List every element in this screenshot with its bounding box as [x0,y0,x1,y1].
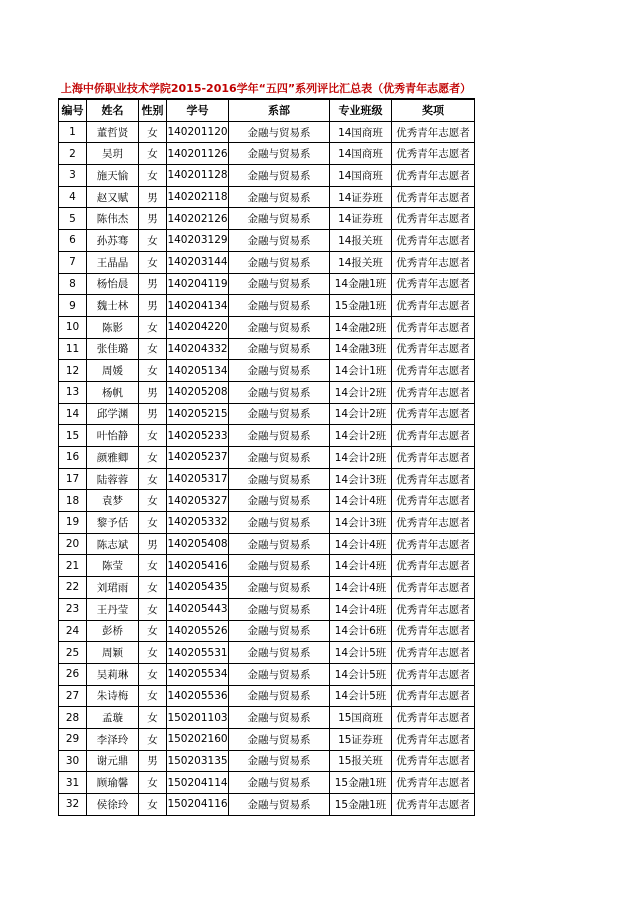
table-row [59,425,475,447]
cell-award: 优秀青年志愿者 [392,403,475,425]
table-row [59,121,475,143]
cell-gender: 女 [139,642,167,664]
table-row [59,447,475,469]
cell-gender: 女 [139,555,167,577]
cell-number: 26 [59,663,87,685]
cell-student-id: 140204119 [167,273,229,295]
cell-number: 10 [59,316,87,338]
cell-department: 金融与贸易系 [229,251,330,273]
cell-award: 优秀青年志愿者 [392,143,475,165]
table-row [59,251,475,273]
cell-student-id: 140201128 [167,165,229,187]
cell-award: 优秀青年志愿者 [392,338,475,360]
cell-gender: 女 [139,707,167,729]
cell-department: 金融与贸易系 [229,490,330,512]
cell-student-id: 140205526 [167,620,229,642]
cell-gender: 女 [139,685,167,707]
cell-gender: 女 [139,121,167,143]
cell-number: 24 [59,620,87,642]
cell-award: 优秀青年志愿者 [392,295,475,317]
cell-class: 14金融1班 [330,273,392,295]
cell-name: 王丹莹 [87,598,139,620]
header-award: 奖项 [392,99,475,121]
cell-award: 优秀青年志愿者 [392,750,475,772]
cell-department: 金融与贸易系 [229,316,330,338]
cell-name: 邱学渊 [87,403,139,425]
cell-gender: 女 [139,577,167,599]
table-row [59,316,475,338]
cell-gender: 女 [139,620,167,642]
cell-gender: 女 [139,598,167,620]
cell-gender: 女 [139,663,167,685]
table-row [59,772,475,794]
cell-award: 优秀青年志愿者 [392,707,475,729]
cell-class: 15金融1班 [330,295,392,317]
cell-name: 王晶晶 [87,251,139,273]
cell-number: 15 [59,425,87,447]
cell-class: 14会计4班 [330,490,392,512]
table-row [59,208,475,230]
cell-award: 优秀青年志愿者 [392,772,475,794]
cell-class: 15金融1班 [330,794,392,816]
cell-number: 29 [59,728,87,750]
cell-student-id: 140205416 [167,555,229,577]
cell-department: 金融与贸易系 [229,208,330,230]
cell-name: 袁梦 [87,490,139,512]
cell-name: 孟璇 [87,707,139,729]
cell-gender: 女 [139,165,167,187]
cell-department: 金融与贸易系 [229,555,330,577]
table-row [59,230,475,252]
header-number: 编号 [59,99,87,121]
cell-number: 28 [59,707,87,729]
cell-department: 金融与贸易系 [229,794,330,816]
cell-department: 金融与贸易系 [229,273,330,295]
cell-gender: 女 [139,360,167,382]
cell-department: 金融与贸易系 [229,707,330,729]
cell-student-id: 150201103 [167,707,229,729]
cell-department: 金融与贸易系 [229,663,330,685]
cell-class: 15金融1班 [330,772,392,794]
cell-student-id: 140205531 [167,642,229,664]
cell-award: 优秀青年志愿者 [392,533,475,555]
cell-class: 14会计5班 [330,663,392,685]
cell-gender: 女 [139,490,167,512]
table-row [59,533,475,555]
cell-award: 优秀青年志愿者 [392,230,475,252]
cell-number: 30 [59,750,87,772]
cell-student-id: 140205317 [167,468,229,490]
cell-department: 金融与贸易系 [229,598,330,620]
header-row [59,99,475,121]
cell-number: 7 [59,251,87,273]
cell-award: 优秀青年志愿者 [392,663,475,685]
cell-department: 金融与贸易系 [229,447,330,469]
cell-number: 6 [59,230,87,252]
cell-gender: 女 [139,251,167,273]
cell-name: 陈影 [87,316,139,338]
table-row [59,143,475,165]
cell-student-id: 140201126 [167,143,229,165]
cell-award: 优秀青年志愿者 [392,273,475,295]
cell-gender: 女 [139,794,167,816]
cell-department: 金融与贸易系 [229,468,330,490]
table-row [59,577,475,599]
cell-student-id: 140204134 [167,295,229,317]
cell-name: 赵又赋 [87,186,139,208]
cell-name: 陈伟杰 [87,208,139,230]
cell-student-id: 140205408 [167,533,229,555]
cell-student-id: 150203135 [167,750,229,772]
cell-gender: 男 [139,295,167,317]
cell-award: 优秀青年志愿者 [392,425,475,447]
cell-student-id: 140203129 [167,230,229,252]
header-class: 专业班级 [330,99,392,121]
cell-name: 叶怡静 [87,425,139,447]
cell-number: 21 [59,555,87,577]
cell-class: 14会计4班 [330,533,392,555]
cell-number: 31 [59,772,87,794]
cell-student-id: 140205534 [167,663,229,685]
table-row [59,728,475,750]
cell-student-id: 140202118 [167,186,229,208]
cell-class: 14会计2班 [330,403,392,425]
cell-award: 优秀青年志愿者 [392,642,475,664]
cell-name: 陆蓉蓉 [87,468,139,490]
cell-student-id: 140205332 [167,512,229,534]
cell-number: 5 [59,208,87,230]
cell-award: 优秀青年志愿者 [392,208,475,230]
table-row [59,512,475,534]
cell-class: 14会计5班 [330,685,392,707]
table-row [59,273,475,295]
table-row [59,598,475,620]
cell-award: 优秀青年志愿者 [392,685,475,707]
cell-number: 18 [59,490,87,512]
cell-student-id: 140205215 [167,403,229,425]
cell-award: 优秀青年志愿者 [392,620,475,642]
cell-gender: 男 [139,750,167,772]
cell-gender: 女 [139,230,167,252]
cell-name: 张佳璐 [87,338,139,360]
cell-gender: 女 [139,512,167,534]
cell-student-id: 140205134 [167,360,229,382]
volunteer-table [58,98,475,816]
cell-name: 彭桥 [87,620,139,642]
table-row [59,360,475,382]
cell-number: 32 [59,794,87,816]
header-gender: 性别 [139,99,167,121]
cell-class: 15国商班 [330,707,392,729]
table-row [59,685,475,707]
cell-department: 金融与贸易系 [229,143,330,165]
cell-class: 14会计3班 [330,512,392,534]
cell-student-id: 140204220 [167,316,229,338]
cell-name: 颜雅卿 [87,447,139,469]
cell-student-id: 140205327 [167,490,229,512]
cell-class: 14会计5班 [330,642,392,664]
cell-department: 金融与贸易系 [229,425,330,447]
table-row [59,663,475,685]
cell-name: 魏士林 [87,295,139,317]
cell-award: 优秀青年志愿者 [392,360,475,382]
cell-class: 14金融2班 [330,316,392,338]
cell-name: 施天愉 [87,165,139,187]
table-row [59,468,475,490]
cell-name: 陈莹 [87,555,139,577]
cell-name: 杨怡晨 [87,273,139,295]
cell-award: 优秀青年志愿者 [392,121,475,143]
cell-name: 陈志斌 [87,533,139,555]
cell-department: 金融与贸易系 [229,728,330,750]
cell-gender: 女 [139,728,167,750]
table-row [59,620,475,642]
cell-department: 金融与贸易系 [229,295,330,317]
cell-class: 14国商班 [330,143,392,165]
cell-number: 23 [59,598,87,620]
cell-award: 优秀青年志愿者 [392,468,475,490]
cell-name: 黎予佸 [87,512,139,534]
cell-award: 优秀青年志愿者 [392,728,475,750]
cell-student-id: 140205443 [167,598,229,620]
cell-class: 15报关班 [330,750,392,772]
cell-number: 14 [59,403,87,425]
sheet-title: 上海中侨职业技术学院2015-2016学年“五四”系列评比汇总表（优秀青年志愿者） [60,82,472,95]
table-row [59,555,475,577]
cell-gender: 女 [139,143,167,165]
cell-student-id: 140205536 [167,685,229,707]
cell-award: 优秀青年志愿者 [392,251,475,273]
cell-gender: 女 [139,316,167,338]
cell-gender: 女 [139,468,167,490]
cell-student-id: 140205208 [167,381,229,403]
header-department: 系部 [229,99,330,121]
cell-name: 侯徐玲 [87,794,139,816]
cell-number: 27 [59,685,87,707]
cell-number: 1 [59,121,87,143]
cell-award: 优秀青年志愿者 [392,555,475,577]
cell-name: 刘珺雨 [87,577,139,599]
cell-gender: 男 [139,208,167,230]
cell-number: 4 [59,186,87,208]
cell-department: 金融与贸易系 [229,403,330,425]
cell-name: 谢元鼎 [87,750,139,772]
cell-student-id: 150202160 [167,728,229,750]
cell-name: 顾瑜馨 [87,772,139,794]
cell-student-id: 140205237 [167,447,229,469]
cell-gender: 女 [139,338,167,360]
cell-class: 14证券班 [330,186,392,208]
table-row [59,642,475,664]
cell-department: 金融与贸易系 [229,121,330,143]
cell-number: 16 [59,447,87,469]
cell-student-id: 140201120 [167,121,229,143]
cell-class: 14会计3班 [330,468,392,490]
table-row [59,186,475,208]
cell-number: 20 [59,533,87,555]
cell-student-id: 140203144 [167,251,229,273]
cell-number: 25 [59,642,87,664]
cell-number: 17 [59,468,87,490]
cell-student-id: 150204114 [167,772,229,794]
cell-number: 3 [59,165,87,187]
cell-name: 周媛 [87,360,139,382]
table-row [59,490,475,512]
cell-name: 吴莉琳 [87,663,139,685]
cell-award: 优秀青年志愿者 [392,316,475,338]
cell-class: 14国商班 [330,165,392,187]
cell-name: 朱诗梅 [87,685,139,707]
cell-class: 14报关班 [330,230,392,252]
cell-department: 金融与贸易系 [229,512,330,534]
table-row [59,338,475,360]
cell-department: 金融与贸易系 [229,620,330,642]
cell-gender: 男 [139,186,167,208]
cell-gender: 女 [139,425,167,447]
cell-class: 14会计1班 [330,360,392,382]
cell-award: 优秀青年志愿者 [392,512,475,534]
table-row [59,794,475,816]
cell-gender: 女 [139,772,167,794]
cell-number: 11 [59,338,87,360]
cell-award: 优秀青年志愿者 [392,794,475,816]
cell-gender: 男 [139,381,167,403]
cell-gender: 男 [139,273,167,295]
cell-department: 金融与贸易系 [229,381,330,403]
cell-award: 优秀青年志愿者 [392,447,475,469]
cell-class: 14会计2班 [330,425,392,447]
cell-department: 金融与贸易系 [229,685,330,707]
cell-department: 金融与贸易系 [229,186,330,208]
cell-department: 金融与贸易系 [229,165,330,187]
cell-student-id: 140202126 [167,208,229,230]
cell-student-id: 140205233 [167,425,229,447]
table-row [59,165,475,187]
cell-class: 14会计4班 [330,598,392,620]
cell-class: 14会计2班 [330,447,392,469]
header-name: 姓名 [87,99,139,121]
cell-department: 金融与贸易系 [229,642,330,664]
cell-award: 优秀青年志愿者 [392,598,475,620]
cell-class: 15证券班 [330,728,392,750]
cell-department: 金融与贸易系 [229,577,330,599]
cell-name: 董哲贤 [87,121,139,143]
header-student-id: 学号 [167,99,229,121]
cell-award: 优秀青年志愿者 [392,381,475,403]
cell-class: 14金融3班 [330,338,392,360]
cell-number: 19 [59,512,87,534]
cell-name: 周颖 [87,642,139,664]
cell-class: 14会计6班 [330,620,392,642]
cell-award: 优秀青年志愿者 [392,186,475,208]
cell-student-id: 140204332 [167,338,229,360]
cell-class: 14报关班 [330,251,392,273]
cell-student-id: 150204116 [167,794,229,816]
cell-number: 8 [59,273,87,295]
cell-department: 金融与贸易系 [229,750,330,772]
cell-number: 13 [59,381,87,403]
cell-name: 吴玥 [87,143,139,165]
cell-department: 金融与贸易系 [229,230,330,252]
cell-student-id: 140205435 [167,577,229,599]
cell-class: 14会计2班 [330,381,392,403]
cell-number: 2 [59,143,87,165]
cell-class: 14证券班 [330,208,392,230]
cell-gender: 女 [139,447,167,469]
cell-gender: 男 [139,403,167,425]
cell-number: 12 [59,360,87,382]
cell-department: 金融与贸易系 [229,338,330,360]
cell-name: 孙苏骞 [87,230,139,252]
cell-award: 优秀青年志愿者 [392,165,475,187]
cell-award: 优秀青年志愿者 [392,490,475,512]
cell-name: 杨帆 [87,381,139,403]
cell-class: 14会计4班 [330,555,392,577]
table-row [59,295,475,317]
cell-gender: 男 [139,533,167,555]
cell-department: 金融与贸易系 [229,360,330,382]
cell-department: 金融与贸易系 [229,533,330,555]
cell-department: 金融与贸易系 [229,772,330,794]
cell-award: 优秀青年志愿者 [392,577,475,599]
table-row [59,403,475,425]
cell-number: 22 [59,577,87,599]
table-row [59,381,475,403]
cell-number: 9 [59,295,87,317]
cell-name: 李泽玲 [87,728,139,750]
table-row [59,707,475,729]
table-row [59,750,475,772]
cell-class: 14会计4班 [330,577,392,599]
cell-class: 14国商班 [330,121,392,143]
